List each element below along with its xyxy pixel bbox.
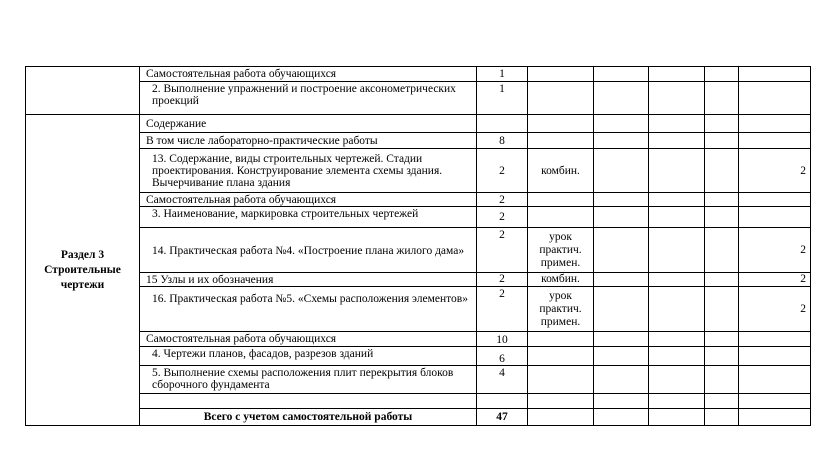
topic-cell: 2. Выполнение упражнений и построение аксонометрических проекций xyxy=(140,82,477,115)
topic-cell: 16. Практическая работа №5. «Схемы расположения элементов» xyxy=(140,287,477,332)
table-row xyxy=(26,82,811,115)
topic-cell: Самостоятельная работа обучающихся xyxy=(140,193,477,207)
topic-cell: В том числе лабораторно-практические работы xyxy=(140,133,477,149)
method-cell: урок практич. примен. xyxy=(528,228,594,273)
section-title: Раздел 3 Строительные чертежи xyxy=(26,115,140,426)
table-row xyxy=(26,149,811,193)
method-cell: комбин. xyxy=(528,149,594,193)
level-cell xyxy=(739,67,811,82)
topic-cell: Содержание xyxy=(140,115,477,133)
table-row xyxy=(26,366,811,394)
empty-section-cell xyxy=(26,67,140,115)
hours-cell: 2 xyxy=(477,149,528,193)
table-row xyxy=(26,347,811,366)
hours-cell: 10 xyxy=(477,332,528,347)
hours-cell: 2 xyxy=(477,273,528,287)
total-hours: 47 xyxy=(477,409,528,426)
table-row xyxy=(26,273,811,287)
table-row xyxy=(26,193,811,207)
table-row xyxy=(26,332,811,347)
total-row xyxy=(26,409,811,426)
hours-cell: 6 xyxy=(477,347,528,366)
curriculum-table-fragment xyxy=(25,66,810,426)
table-row xyxy=(26,228,811,273)
topic-cell: 5. Выполнение схемы расположения плит перекрытия блоков сборочного фундамента xyxy=(140,366,477,394)
curriculum-table xyxy=(25,66,811,426)
method-cell: комбин. xyxy=(528,273,594,287)
table-row xyxy=(26,67,811,82)
method-cell xyxy=(528,67,594,82)
hours-cell: 8 xyxy=(477,133,528,149)
total-label: Всего с учетом самостоятельной работы xyxy=(140,409,477,426)
table-row xyxy=(26,394,811,409)
hours-cell: 1 xyxy=(477,67,528,82)
table-row xyxy=(26,133,811,149)
topic-cell: 3. Наименование, маркировка строительных чертежей xyxy=(140,207,477,228)
level-cell: 2 xyxy=(739,228,811,273)
topic-cell: Самостоятельная работа обучающихся xyxy=(140,67,477,82)
table-row xyxy=(26,115,811,133)
hours-cell: 2 xyxy=(477,287,528,332)
level-cell: 2 xyxy=(739,287,811,332)
table-row xyxy=(26,287,811,332)
hours-cell: 4 xyxy=(477,366,528,394)
hours-cell: 1 xyxy=(477,82,528,115)
topic-cell: Самостоятельная работа обучающихся xyxy=(140,332,477,347)
hours-cell: 2 xyxy=(477,207,528,228)
level-cell: 2 xyxy=(739,149,811,193)
topic-cell: 14. Практическая работа №4. «Построение плана жилого дама» xyxy=(140,228,477,273)
hours-cell: 2 xyxy=(477,193,528,207)
topic-cell xyxy=(140,394,477,409)
topic-cell: 15 Узлы и их обозначения xyxy=(140,273,477,287)
method-cell: урок практич. примен. xyxy=(528,287,594,332)
hours-cell xyxy=(477,394,528,409)
table-row xyxy=(26,207,811,228)
level-cell: 2 xyxy=(739,273,811,287)
topic-cell: 4. Чертежи планов, фасадов, разрезов зданий xyxy=(140,347,477,366)
hours-cell: 2 xyxy=(477,228,528,273)
topic-cell: 13. Содержание, виды строительных чертежей. Стадии проектирования. Конструирование элемента схемы здания. Вычерчивание плана здания xyxy=(140,149,477,193)
